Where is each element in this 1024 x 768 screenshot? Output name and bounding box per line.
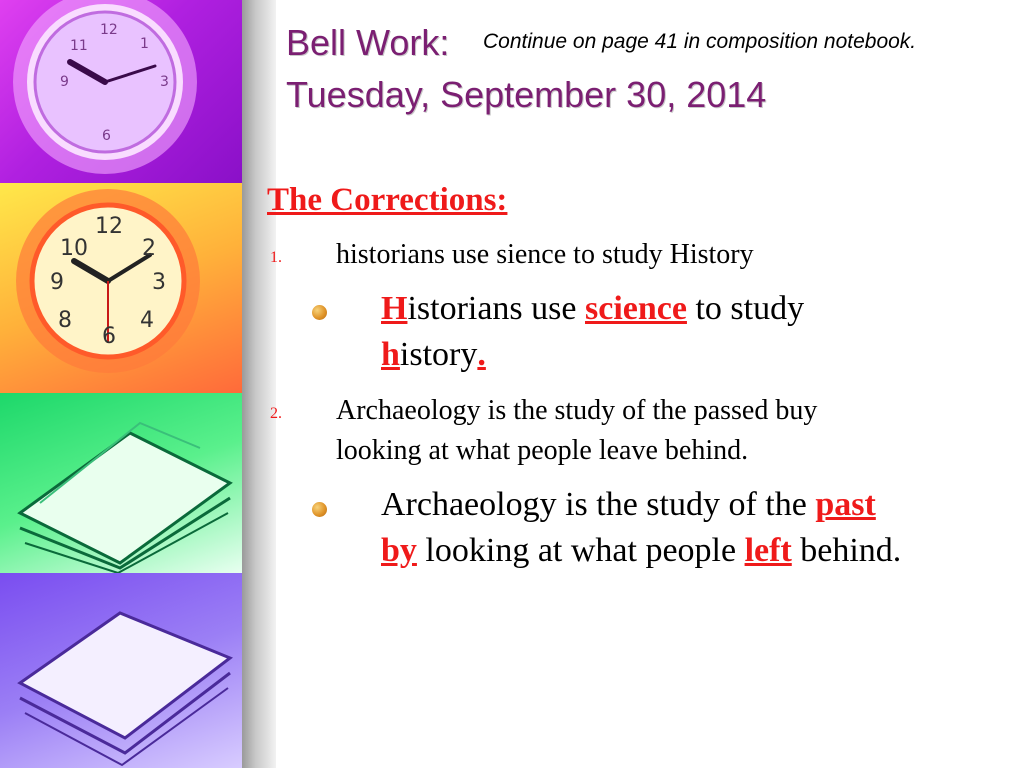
correction-2 [381, 482, 1011, 574]
item-number-2: 2. [270, 405, 282, 422]
item-text-2-line2: looking at what people leave behind. [336, 435, 749, 466]
bullet-2 [312, 502, 327, 517]
correction-1-part-3: science [585, 290, 687, 327]
correction-1-part-2: istorians use [407, 290, 585, 327]
svg-text:8: 8 [58, 308, 72, 333]
correction-1-part-4: to study [686, 290, 805, 327]
green-books-image [0, 393, 242, 573]
page-title: Bell Work: [286, 22, 450, 63]
svg-text:6: 6 [102, 128, 111, 144]
svg-text:11: 11 [70, 38, 88, 54]
correction-1-part-5: h [381, 336, 400, 373]
correction-2-part-2: past [815, 486, 876, 523]
page-date: Tuesday, September 30, 2014 [286, 74, 767, 115]
strip-shadow [242, 0, 276, 768]
svg-text:9: 9 [60, 74, 69, 90]
svg-text:9: 9 [50, 270, 64, 295]
item-text-1: historians use sience to study History [336, 239, 754, 270]
correction-1-part-1: H [381, 290, 408, 327]
svg-text:2: 2 [142, 236, 156, 261]
title-note: Continue on page 41 in composition notebook. [483, 30, 917, 53]
svg-text:3: 3 [152, 270, 166, 295]
orange-clock-image [0, 183, 242, 393]
purple-books-image [0, 573, 242, 768]
svg-text:6: 6 [102, 324, 116, 349]
correction-2-part-4: looking at what people [416, 532, 745, 569]
bullet-1 [312, 305, 327, 320]
svg-text:10: 10 [60, 236, 88, 261]
correction-2-part-5: left [744, 532, 792, 569]
svg-text:12: 12 [100, 22, 118, 38]
svg-text:12: 12 [95, 214, 123, 239]
svg-text:1: 1 [140, 36, 149, 52]
correction-1 [381, 286, 941, 378]
decorative-image-strip [0, 0, 242, 768]
item-text-2-line1: Archaeology is the study of the passed buy [336, 395, 818, 426]
correction-2-part-1: Archaeology is the study of the [381, 486, 816, 523]
correction-1-part-6: istory [399, 336, 478, 373]
corrections-heading: The Corrections: [267, 182, 508, 218]
correction-2-part-6: behind. [791, 532, 902, 569]
svg-text:3: 3 [160, 74, 169, 90]
correction-2-part-3: by [381, 532, 417, 569]
item-number-1: 1. [270, 249, 282, 266]
purple-clock-image [0, 0, 242, 183]
correction-1-part-7: . [477, 336, 486, 373]
svg-text:4: 4 [140, 308, 154, 333]
